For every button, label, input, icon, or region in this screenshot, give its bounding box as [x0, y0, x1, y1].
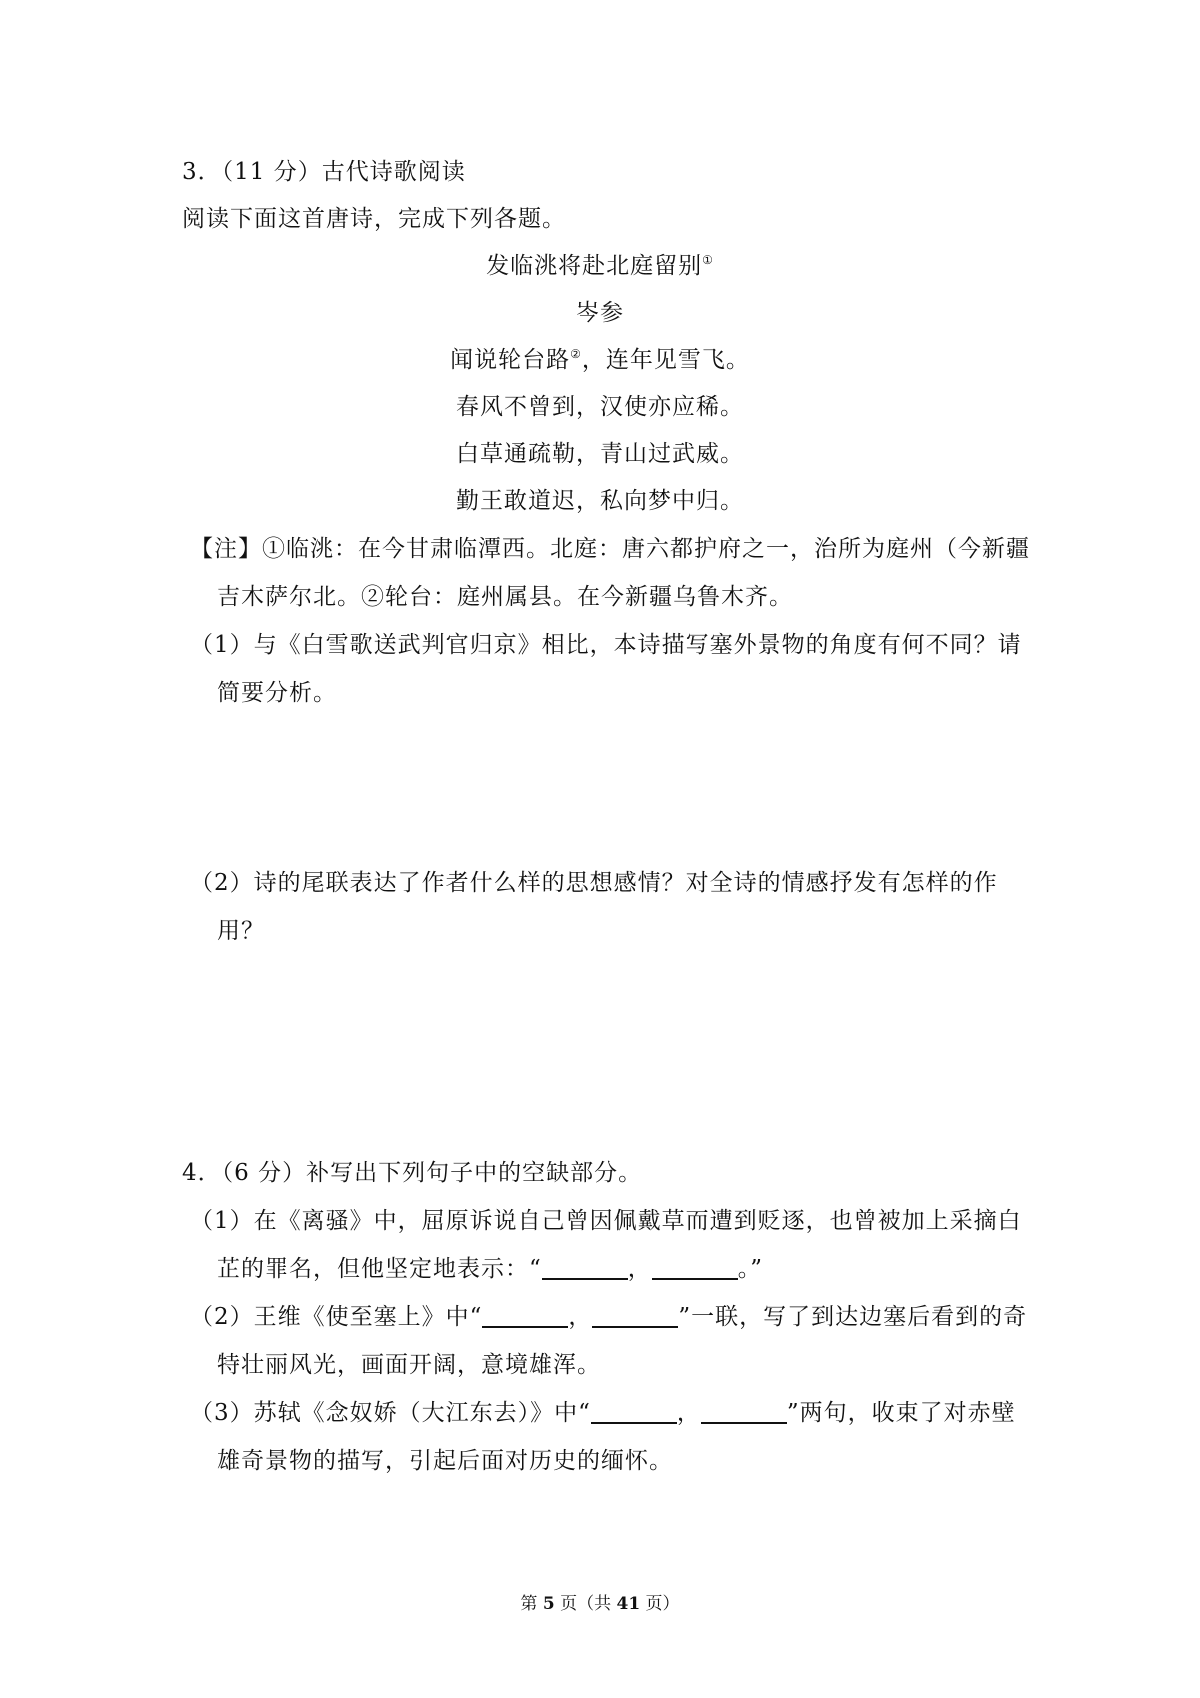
page-number: 5	[542, 1594, 555, 1614]
q3-header: 3．（11 分）古代诗歌阅读	[182, 159, 466, 185]
poem-note-line-2: 吉木萨尔北。②轮台：庭州属县。在今新疆乌鲁木齐。	[217, 584, 793, 610]
q3-sub1-line-2: 简要分析。	[217, 680, 337, 706]
poem-line-3: 白草通疏勒，青山过武威。	[456, 441, 744, 467]
page-footer: 第 5 页（共 41 页）	[520, 1594, 680, 1614]
q4-sub1-line-2: 芷的罪名，但他坚定地表示：“ ， 。”	[217, 1256, 764, 1282]
q3-sub2-line-2: 用？	[217, 918, 265, 944]
poem-line-2: 春风不曾到，汉使亦应稀。	[456, 394, 744, 420]
q3-instruction: 阅读下面这首唐诗，完成下列各题。	[182, 206, 566, 232]
answer-blank[interactable]	[542, 1256, 628, 1280]
poem-line-1: 闻说轮台路②，连年见雪飞。	[450, 347, 750, 373]
poem-line-footnote-mark: ②	[570, 347, 582, 361]
q4-sub2-line-1: （2）王维《使至塞上》中“ ， ”一联，写了到达边塞后看到的奇	[190, 1304, 1028, 1330]
answer-blank[interactable]	[592, 1304, 678, 1328]
q4-sub2-line-2: 特壮丽风光，画面开阔，意境雄浑。	[217, 1352, 601, 1378]
q4-sub3-line-1: （3）苏轼《念奴娇（大江东去）》中“ ， ”两句，收束了对赤壁	[190, 1400, 1016, 1426]
page-total: 41	[616, 1594, 641, 1614]
q3-sub1-line-1: （1）与《白雪歌送武判官归京》相比，本诗描写塞外景物的角度有何不同？请	[190, 632, 1022, 658]
answer-blank[interactable]	[701, 1400, 787, 1424]
q4-header: 4．（6 分）补写出下列句子中的空缺部分。	[182, 1160, 643, 1186]
poem-title-footnote-mark: ①	[702, 253, 714, 267]
q4-sub1-line-1: （1）在《离骚》中，屈原诉说自己曾因佩戴草而遭到贬逐，也曾被加上采摘白	[190, 1208, 1022, 1234]
poem-title: 发临洮将赴北庭留别①	[486, 253, 714, 279]
q3-sub2-line-1: （2）诗的尾联表达了作者什么样的思想感情？对全诗的情感抒发有怎样的作	[190, 870, 998, 896]
poem-author: 岑参	[576, 300, 624, 326]
q4-sub3-line-2: 雄奇景物的描写，引起后面对历史的缅怀。	[217, 1448, 673, 1474]
answer-blank[interactable]	[482, 1304, 568, 1328]
answer-blank[interactable]	[591, 1400, 677, 1424]
poem-line-4: 勤王敢道迟，私向梦中归。	[456, 488, 744, 514]
poem-note-line-1: 【注】①临洮：在今甘肃临潭西。北庭：唐六都护府之一，治所为庭州（今新疆	[190, 536, 1030, 562]
answer-blank[interactable]	[652, 1256, 738, 1280]
